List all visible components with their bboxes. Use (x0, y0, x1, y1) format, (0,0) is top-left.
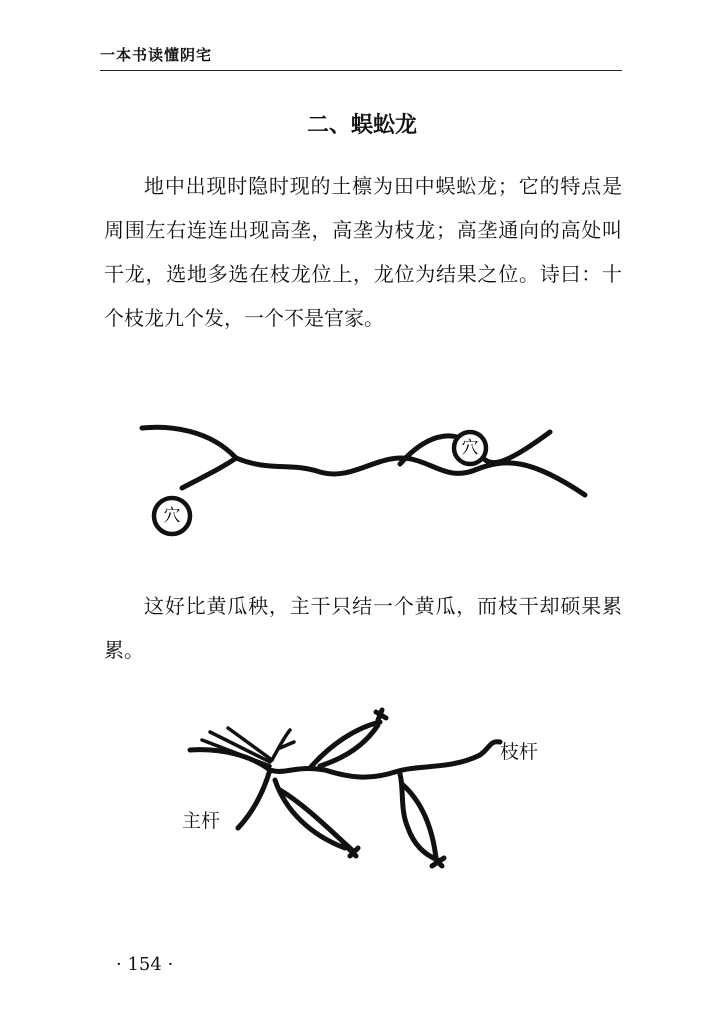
header-rule (100, 70, 622, 71)
lower-fruit-right (400, 774, 444, 866)
centipede-dragon-diagram (130, 410, 600, 550)
main-stem-label: 主杆 (182, 810, 221, 832)
cucumber-vine-diagram (180, 700, 560, 880)
section-title: 二、蜈蚣龙 (306, 112, 417, 138)
paragraph-1: 地中出现时隐时现的土檩为田中蜈蚣龙；它的特点是周围左右连连出现高垄，高垄为枝龙；高垄通向的高处叫干龙，选地多选在枝龙位上，龙位为结果之位。诗曰：十个枝龙九个发，一个不是官家。 (104, 174, 622, 330)
left-tendrils (202, 728, 272, 766)
lower-branch-line (182, 458, 236, 488)
acupoint-marker-upper (454, 432, 486, 464)
lower-fruit-left (275, 780, 358, 856)
main-stalk-down (238, 770, 270, 828)
running-header: 一本书读懂阴宅 (100, 46, 213, 64)
acupoint-label-upper: 穴 (461, 438, 479, 458)
main-ridge-line (142, 427, 585, 495)
top-sprout (272, 730, 294, 760)
acupoint-marker-lower (154, 498, 190, 534)
paragraph-2: 这好比黄瓜秧，主干只结一个黄瓜，而枝干却硕果累累。 (104, 594, 622, 662)
page-number: · 154 · (116, 954, 174, 975)
upper-fruit (310, 710, 386, 768)
acupoint-label-lower: 穴 (163, 506, 181, 526)
branch-stem-label: 枝杆 (500, 741, 539, 763)
